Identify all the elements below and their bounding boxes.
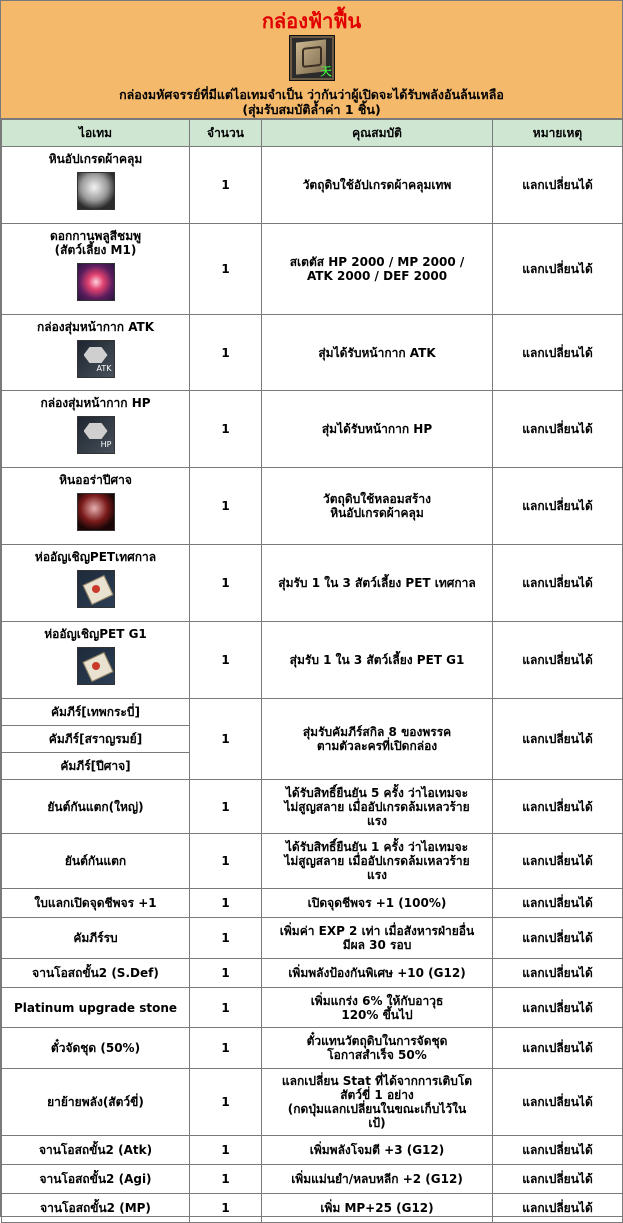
property-cell: สุ่มได้รับหน้ากาก ATK: [262, 315, 493, 391]
note-cell: แลกเปลี่ยนได้: [493, 780, 623, 834]
item-cell: Platinum upgrade stone: [2, 988, 190, 1028]
property-cell: ตั๋วแทนวัตถุดิบในการจัดชุด โอกาสสำเร็จ 50%: [262, 1028, 493, 1069]
qty-cell: 1: [190, 391, 262, 468]
qty-cell: 1: [190, 699, 262, 780]
property-cell: เพิ่มแกร่ง 6% ให้กับอาวุธ 120% ขึ้นไป: [262, 988, 493, 1028]
note-cell: แลกเปลี่ยนได้: [493, 468, 623, 545]
item-cell: [2, 224, 190, 315]
table-row: [2, 147, 623, 224]
qty-cell: 1: [190, 1069, 262, 1136]
property-cell: วัตถุดิบใช้อัปเกรดผ้าคลุมเทพ: [262, 147, 493, 224]
item-cell: [2, 315, 190, 391]
mask-box-icon: [77, 416, 115, 454]
icon-tag: HP: [100, 440, 112, 449]
property-cell: สุ่มรับ 1 ใน 3 สัตว์เลี้ยง PET G1: [262, 622, 493, 699]
note-cell: แลกเปลี่ยนได้: [493, 545, 623, 622]
qty-cell: 1: [190, 224, 262, 315]
table-row: [2, 545, 623, 622]
item-cell: ใบแลกเปิดจุดชีพจร +1: [2, 889, 190, 918]
note-cell: แลกเปลี่ยนได้: [493, 1136, 623, 1165]
item-cell: [2, 468, 190, 545]
item-cell: [2, 147, 190, 224]
column-header-note: หมายเหตุ: [493, 120, 623, 147]
note-cell: แลกเปลี่ยนได้: [493, 1028, 623, 1069]
item-cell: คัมภีร์[เทพกระบี่]: [2, 699, 190, 726]
table-row: [2, 699, 623, 726]
note-cell: แลกเปลี่ยนได้: [493, 699, 623, 780]
table-row: [2, 622, 623, 699]
qty-cell: 1: [190, 780, 262, 834]
column-header-item: ไอเทม: [2, 120, 190, 147]
property-cell: ได้รับสิทธิ์ยืนยัน 5 ครั้ง ว่าไอเทมจะ ไม่สูญสลาย เมื่ออัปเกรดล้มเหลวร้าย แรง: [262, 780, 493, 834]
qty-cell: 1: [190, 988, 262, 1028]
note-cell: แลกเปลี่ยนได้: [493, 315, 623, 391]
item-cell: จานโอสถขั้น2 (MP): [2, 1194, 190, 1223]
scroll-bundle-icon: [77, 647, 115, 685]
note-cell: แลกเปลี่ยนได้: [493, 1194, 623, 1223]
note-cell: แลกเปลี่ยนได้: [493, 224, 623, 315]
table-row: [2, 988, 623, 1028]
note-cell: แลกเปลี่ยนได้: [493, 988, 623, 1028]
item-cell: จานโอสถขั้น2 (Atk): [2, 1136, 190, 1165]
property-cell: วัตถุดิบใช้หลอมสร้าง หินอัปเกรดผ้าคลุม: [262, 468, 493, 545]
property-cell: เพิ่ม MP+25 (G12): [262, 1194, 493, 1223]
item-name: กล่องสุ่มหน้ากาก HP: [40, 396, 151, 410]
note-cell: แลกเปลี่ยนได้: [493, 918, 623, 959]
property-cell: สเตตัส HP 2000 / MP 2000 / ATK 2000 / DEF 2000: [262, 224, 493, 315]
note-cell: แลกเปลี่ยนได้: [493, 959, 623, 988]
property-cell: เพิ่มค่า EXP 2 เท่า เมื่อสังหารฝ่ายอื่น มีผล 30 รอบ: [262, 918, 493, 959]
mask-box-icon: [77, 340, 115, 378]
qty-cell: 1: [190, 1165, 262, 1194]
item-cell: จานโอสถขั้น2 (S.Def): [2, 959, 190, 988]
table-row: [2, 834, 623, 889]
table-row: [2, 1194, 623, 1223]
table-row: [2, 468, 623, 545]
pink-flower-icon: [77, 263, 115, 301]
table-header-row: [2, 120, 623, 147]
white-orb-icon: [77, 172, 115, 210]
box-description-line1: กล่องมหัศจรรย์ที่มีแต่ไอเทมจำเป็น ว่ากันว่าผู้เปิดจะได้รับพลังอันล้นเหลือ: [119, 87, 504, 102]
property-cell: เพิ่มพลังป้องกันพิเศษ +10 (G12): [262, 959, 493, 988]
item-cell: [2, 391, 190, 468]
note-cell: แลกเปลี่ยนได้: [493, 147, 623, 224]
property-cell: สุ่มรับ 1 ใน 3 สัตว์เลี้ยง PET เทศกาล: [262, 545, 493, 622]
property-cell: เพิ่มแม่นยำ/หลบหลีก +2 (G12): [262, 1165, 493, 1194]
qty-cell: 1: [190, 622, 262, 699]
qty-cell: 1: [190, 315, 262, 391]
item-cell: คัมภีร์[ปีศาจ]: [2, 753, 190, 780]
table-row: [2, 959, 623, 988]
icon-tag: ATK: [96, 364, 112, 373]
mystery-box-icon: 天: [289, 35, 335, 81]
note-cell: แลกเปลี่ยนได้: [493, 622, 623, 699]
note-cell: แลกเปลี่ยนได้: [493, 391, 623, 468]
item-name: กล่องสุ่มหน้ากาก ATK: [36, 320, 155, 334]
qty-cell: 1: [190, 889, 262, 918]
reward-table: [1, 119, 623, 1223]
qty-cell: 1: [190, 1028, 262, 1069]
box-header: [1, 1, 622, 119]
item-name: ดอกกานพลูสีชมพู (สัตว์เลี้ยง M1): [49, 229, 142, 257]
qty-cell: 1: [190, 918, 262, 959]
qty-cell: 1: [190, 545, 262, 622]
qty-cell: 1: [190, 147, 262, 224]
table-row: [2, 1069, 623, 1136]
table-row: [2, 780, 623, 834]
property-cell: ได้รับสิทธิ์ยืนยัน 1 ครั้ง ว่าไอเทมจะ ไม่สูญสลาย เมื่ออัปเกรดล้มเหลวร้าย แรง: [262, 834, 493, 889]
item-cell: จานโอสถขั้น2 (Agi): [2, 1165, 190, 1194]
property-cell: สุ่มรับคัมภีร์สกิล 8 ของพรรค ตามตัวละครที่เปิดกล่อง: [262, 699, 493, 780]
table-row: [2, 1028, 623, 1069]
qty-cell: 1: [190, 834, 262, 889]
qty-cell: 1: [190, 468, 262, 545]
property-cell: เปิดจุดชีพจร +1 (100%): [262, 889, 493, 918]
item-cell: ยันต์กันแตก(ใหญ่): [2, 780, 190, 834]
property-cell: เพิ่มพลังโจมตี +3 (G12): [262, 1136, 493, 1165]
table-row: [2, 1165, 623, 1194]
item-name: ห่ออัญเชิญPET G1: [44, 627, 147, 641]
item-name: ห่ออัญเชิญPETเทศกาล: [34, 550, 157, 564]
note-cell: แลกเปลี่ยนได้: [493, 889, 623, 918]
table-row: [2, 889, 623, 918]
item-cell: [2, 622, 190, 699]
qty-cell: 1: [190, 1136, 262, 1165]
item-name: หินอัปเกรดผ้าคลุม: [48, 152, 143, 166]
item-cell: ยาย้ายพลัง(สัตว์ขี่): [2, 1069, 190, 1136]
table-row: [2, 315, 623, 391]
scroll-bundle-icon: [77, 570, 115, 608]
qty-cell: 1: [190, 959, 262, 988]
table-row: [2, 224, 623, 315]
property-cell: สุ่มได้รับหน้ากาก HP: [262, 391, 493, 468]
table-row: [2, 391, 623, 468]
item-cell: [2, 545, 190, 622]
table-row: [2, 1136, 623, 1165]
item-name: หินออร่าปีศาจ: [59, 473, 132, 487]
box-description-line2: (สุ่มรับสมบัติล้ำค่า 1 ชิ้น): [242, 102, 381, 117]
item-cell: ยันต์กันแตก: [2, 834, 190, 889]
box-description: [1, 87, 622, 117]
note-cell: แลกเปลี่ยนได้: [493, 834, 623, 889]
qty-cell: 1: [190, 1194, 262, 1223]
item-cell: คัมภีร์รบ: [2, 918, 190, 959]
box-title: กล่องฟ้าฟื้น: [261, 9, 362, 33]
column-header-property: คุณสมบัติ: [262, 120, 493, 147]
note-cell: แลกเปลี่ยนได้: [493, 1069, 623, 1136]
column-header-qty: จำนวน: [190, 120, 262, 147]
property-cell: แลกเปลี่ยน Stat ที่ได้จากการเติบโต สัตว์ขี่ 1 อย่าง (กดปุ่มแลกเปลี่ยนในขณะเก็บไว้ใน เป้): [262, 1069, 493, 1136]
red-orb-icon: [77, 493, 115, 531]
table-row: [2, 918, 623, 959]
item-cell: คัมภีร์[สราญรมย์]: [2, 726, 190, 753]
item-cell: ตั๋วจัดชุด (50%): [2, 1028, 190, 1069]
note-cell: แลกเปลี่ยนได้: [493, 1165, 623, 1194]
